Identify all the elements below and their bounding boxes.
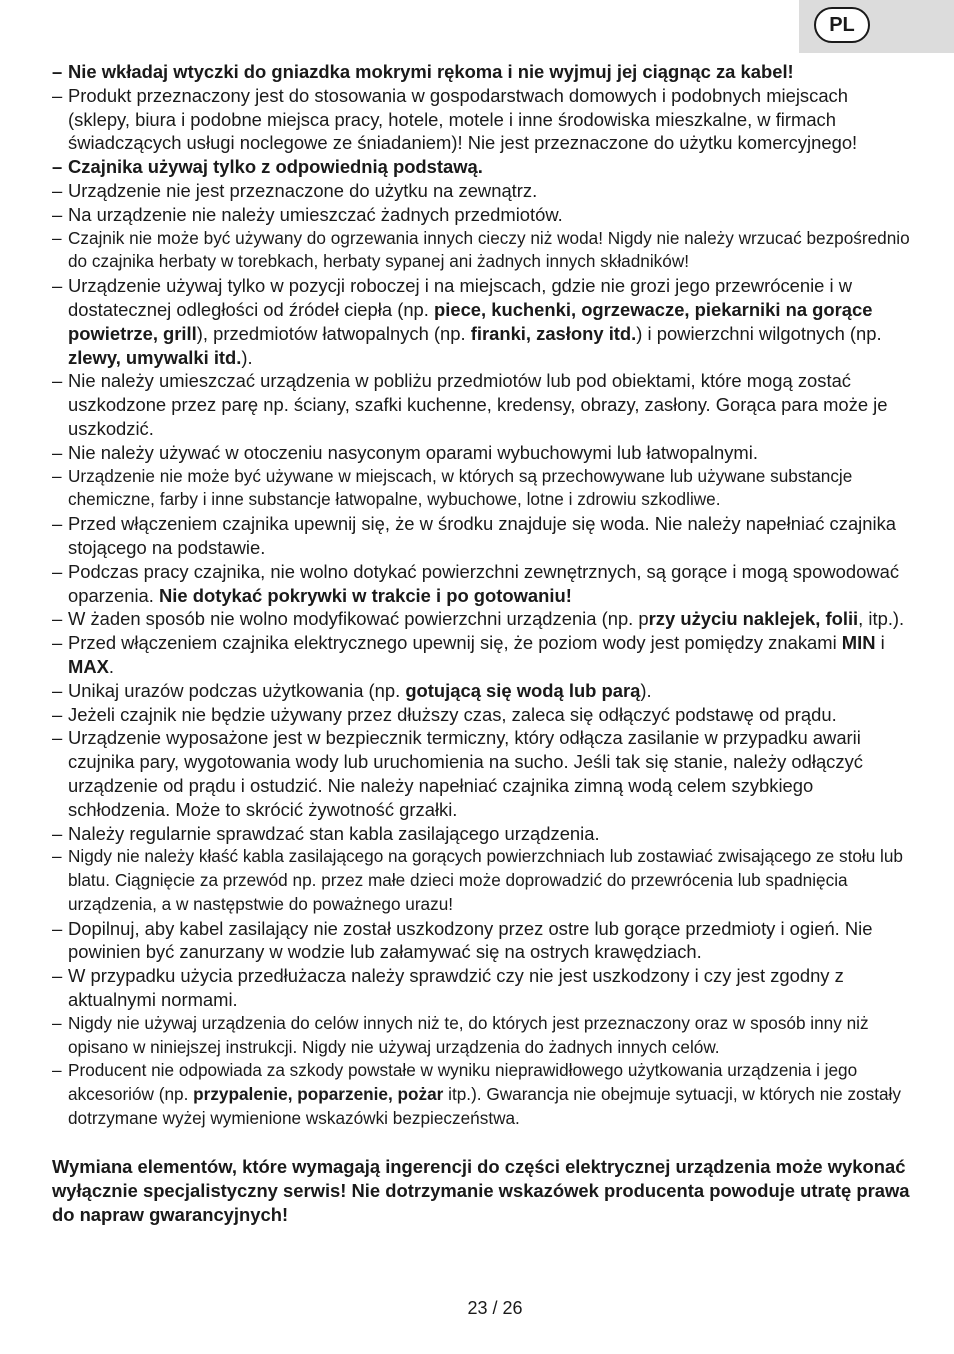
emphasis-text: zlewy, umywalki itd. bbox=[68, 346, 242, 368]
instruction-text: ), przedmiotów łatwopalnych (np. bbox=[196, 322, 471, 344]
service-warning: Wymiana elementów, które wymagają ingerencji do części elektrycznej urządzenia może wykonać wyłącznie specjalistyczny serwis! Nie dotrzymanie wskazówek producenta powoduje utratę prawa do napraw gwarancyjnych! bbox=[52, 1155, 910, 1225]
instruction-item bbox=[52, 822, 912, 846]
instruction-text: Nie należy używać w otoczeniu nasyconym oparami wybuchowymi lub łatwopalnymi. bbox=[68, 441, 758, 463]
instruction-text: Czajnika używaj tylko z odpowiednią podstawą. bbox=[68, 156, 483, 178]
instruction-text: i bbox=[875, 632, 885, 654]
dash-bullet: – bbox=[52, 441, 63, 463]
instruction-item bbox=[52, 84, 912, 155]
instruction-item bbox=[52, 1059, 912, 1130]
dash-bullet: – bbox=[52, 61, 63, 82]
instruction-item bbox=[52, 369, 912, 440]
instruction-text: Nie należy umieszczać urządzenia w pobliżu przedmiotów lub pod obiektami, które mogą zostać uszkodzone przez parę np. ściany, szafki kuchenne, kredensy, obrazy, zasłony. Gorąca para może je uszkodzić. bbox=[68, 370, 888, 439]
instruction-text: Nie wkładaj wtyczki do gniazdka mokrymi rękoma i nie wyjmuj jej ciągnąc za kabel! bbox=[68, 61, 794, 82]
instruction-item bbox=[52, 227, 912, 275]
instruction-item bbox=[52, 179, 912, 203]
instruction-text: ) i powierzchni wilgotnych (np. bbox=[636, 322, 882, 344]
instruction-text: , itp.). bbox=[858, 608, 905, 630]
instruction-text: W żaden sposób nie wolno modyfikować powierzchni urządzenia (np. p bbox=[68, 608, 649, 630]
dash-bullet: – bbox=[52, 632, 63, 654]
instruction-text: Urządzenie nie może być używane w miejscach, w których są przechowywane lub używane substancje chemiczne, farby i inne substancje łatwopalne, wybuchowe, lotne i zdrowiu szkodliwe. bbox=[68, 465, 853, 510]
dash-bullet: – bbox=[52, 156, 63, 178]
instruction-item bbox=[52, 465, 912, 513]
instruction-item bbox=[52, 845, 912, 916]
emphasis-text: piece, kuchenki, ogrzewacze, piekarniki na gorące powietrze, grill bbox=[68, 298, 873, 344]
dash-bullet: – bbox=[52, 227, 62, 248]
emphasis-text: firanki, zasłony itd. bbox=[470, 322, 637, 344]
instruction-item bbox=[52, 964, 912, 1012]
instruction-list bbox=[52, 60, 912, 1131]
instruction-item bbox=[52, 274, 912, 369]
dash-bullet: – bbox=[52, 560, 63, 582]
emphasis-text: rzy użyciu naklejek, folii bbox=[648, 608, 859, 630]
dash-bullet: – bbox=[52, 465, 62, 486]
instruction-text: Czajnik nie może być używany do ogrzewania innych cieczy niż woda! Nigdy nie należy wrzucać bezpośrednio do czajnika herbaty w torebkach, herbaty sypanej ani żadnych innych składników! bbox=[68, 227, 910, 272]
emphasis-text: MIN bbox=[841, 632, 876, 654]
instruction-item bbox=[52, 631, 912, 679]
instruction-text: Podczas pracy czajnika, nie wolno dotykać powierzchni zewnętrznych, są gorące i mogą spowodować oparzenia. bbox=[68, 560, 900, 606]
instruction-text: Urządzenie wyposażone jest w bezpiecznik termiczny, który odłącza zasilanie w przypadku awarii czujnika pary, wygotowania wody lub uruchomienia na sucho. Jeśli tak się stanie, należy odłączyć urządzenie od prądu i ostudzić. Nie należy napełniać czajnika zimną wodą celem szybkiego schłodzenia. Może to skrócić żywotność grzałki. bbox=[68, 727, 863, 820]
instruction-text: Nigdy nie należy kłaść kabla zasilającego na gorących powierzchniach lub zostawiać zwisającego ze stołu lub blatu. Ciągnięcie za przewód np. przez małe dzieci może doprowadzić do przewrócenia lub spadnięcia urządzenia, a w następstwie do poważnego urazu! bbox=[68, 846, 903, 914]
instruction-item bbox=[52, 441, 912, 465]
instruction-text: Dopilnuj, aby kabel zasilający nie został uszkodzony przez ostre lub gorące przedmioty i ogień. Nie powinien być zanurzany w wodzie lub załamywać się na ostrych krawędziach. bbox=[68, 917, 873, 963]
instruction-text: Na urządzenie nie należy umieszczać żadnych przedmiotów. bbox=[68, 203, 563, 225]
instruction-item bbox=[52, 203, 912, 227]
instruction-item bbox=[52, 60, 912, 84]
dash-bullet: – bbox=[52, 513, 63, 535]
dash-bullet: – bbox=[52, 608, 63, 630]
dash-bullet: – bbox=[52, 917, 63, 939]
page-number: 23 / 26 bbox=[467, 1298, 523, 1318]
instruction-item bbox=[52, 512, 912, 560]
instruction-item bbox=[52, 917, 912, 965]
instruction-text: W przypadku użycia przedłużacza należy sprawdzić czy nie jest uszkodzony i czy jest zgodny z aktualnymi normami. bbox=[68, 965, 844, 1011]
instruction-text: Przed włączeniem czajnika elektrycznego upewnij się, że poziom wody jest pomiędzy znakami bbox=[68, 632, 842, 654]
instruction-text: Unikaj urazów podczas użytkowania (np. bbox=[68, 679, 406, 701]
dash-bullet: – bbox=[52, 679, 63, 701]
instruction-text: Jeżeli czajnik nie będzie używany przez dłuższy czas, zaleca się odłączyć podstawę od prądu. bbox=[68, 703, 837, 725]
dash-bullet: – bbox=[52, 1060, 62, 1081]
safety-instructions bbox=[52, 60, 912, 1227]
emphasis-text: MAX bbox=[68, 655, 109, 677]
instruction-text: Produkt przeznaczony jest do stosowania w gospodarstwach domowych i podobnych miejscach (sklepy, biura i podobne miejsca pracy, hotele, motele i inne środowiska mieszkalne, w firmach świadczących usługi noclegowe ze śniadaniem)! Nie jest przeznaczone do użytku komercyjnego! bbox=[68, 84, 858, 154]
instruction-text: itp.). Gwarancja nie obejmuje sytuacji, w których nie zostały dotrzymane wyżej wymienione wskazówki bezpieczeństwa. bbox=[68, 1084, 901, 1129]
dash-bullet: – bbox=[52, 965, 63, 987]
instruction-text: Przed włączeniem czajnika upewnij się, że w środku znajduje się woda. Nie należy napełniać czajnika stojącego na podstawie. bbox=[68, 513, 897, 558]
dash-bullet: – bbox=[52, 179, 63, 201]
emphasis-text: gotującą się wodą lub parą bbox=[405, 679, 641, 701]
instruction-item bbox=[52, 155, 912, 179]
emphasis-text: Nie dotykać pokrywki w trakcie i po gotowaniu! bbox=[159, 584, 572, 606]
instruction-item bbox=[52, 1012, 912, 1060]
instruction-item bbox=[52, 703, 912, 727]
language-badge: PL bbox=[814, 7, 870, 43]
instruction-text: Należy regularnie sprawdzać stan kabla zasilającego urządzenia. bbox=[68, 822, 600, 844]
instruction-text: ). bbox=[241, 346, 253, 368]
instruction-text: Nigdy nie używaj urządzenia do celów innych niż te, do których jest przeznaczony oraz w sposób inny niż opisano w niniejszej instrukcji. Nigdy nie używaj urządzenia do żadnych innych celów. bbox=[68, 1012, 869, 1057]
language-tab bbox=[799, 0, 954, 53]
instruction-text: . bbox=[108, 655, 114, 677]
instruction-text: Urządzenie używaj tylko w pozycji roboczej i na miejscach, gdzie nie grozi jego przewrócenie i w dostatecznej odległości od źródeł ciepła (np. bbox=[68, 275, 852, 320]
instruction-text: Urządzenie nie jest przeznaczone do użytku na zewnątrz. bbox=[68, 179, 538, 201]
dash-bullet: – bbox=[52, 703, 63, 725]
instruction-item bbox=[52, 679, 912, 703]
dash-bullet: – bbox=[52, 727, 63, 749]
dash-bullet: – bbox=[52, 822, 63, 844]
instruction-text: ). bbox=[640, 679, 652, 701]
dash-bullet: – bbox=[52, 203, 63, 225]
dash-bullet: – bbox=[52, 275, 63, 297]
dash-bullet: – bbox=[52, 1012, 62, 1033]
dash-bullet: – bbox=[52, 370, 63, 392]
dash-bullet: – bbox=[52, 84, 63, 106]
instruction-item bbox=[52, 607, 912, 631]
emphasis-text: przypalenie, poparzenie, pożar bbox=[193, 1084, 444, 1105]
instruction-item bbox=[52, 726, 912, 821]
dash-bullet: – bbox=[52, 846, 62, 867]
instruction-text: Producent nie odpowiada za szkody powstałe w wyniku nieprawidłowego użytkowania urządzenia i jego akcesoriów (np. bbox=[68, 1060, 858, 1105]
instruction-item bbox=[52, 560, 912, 608]
